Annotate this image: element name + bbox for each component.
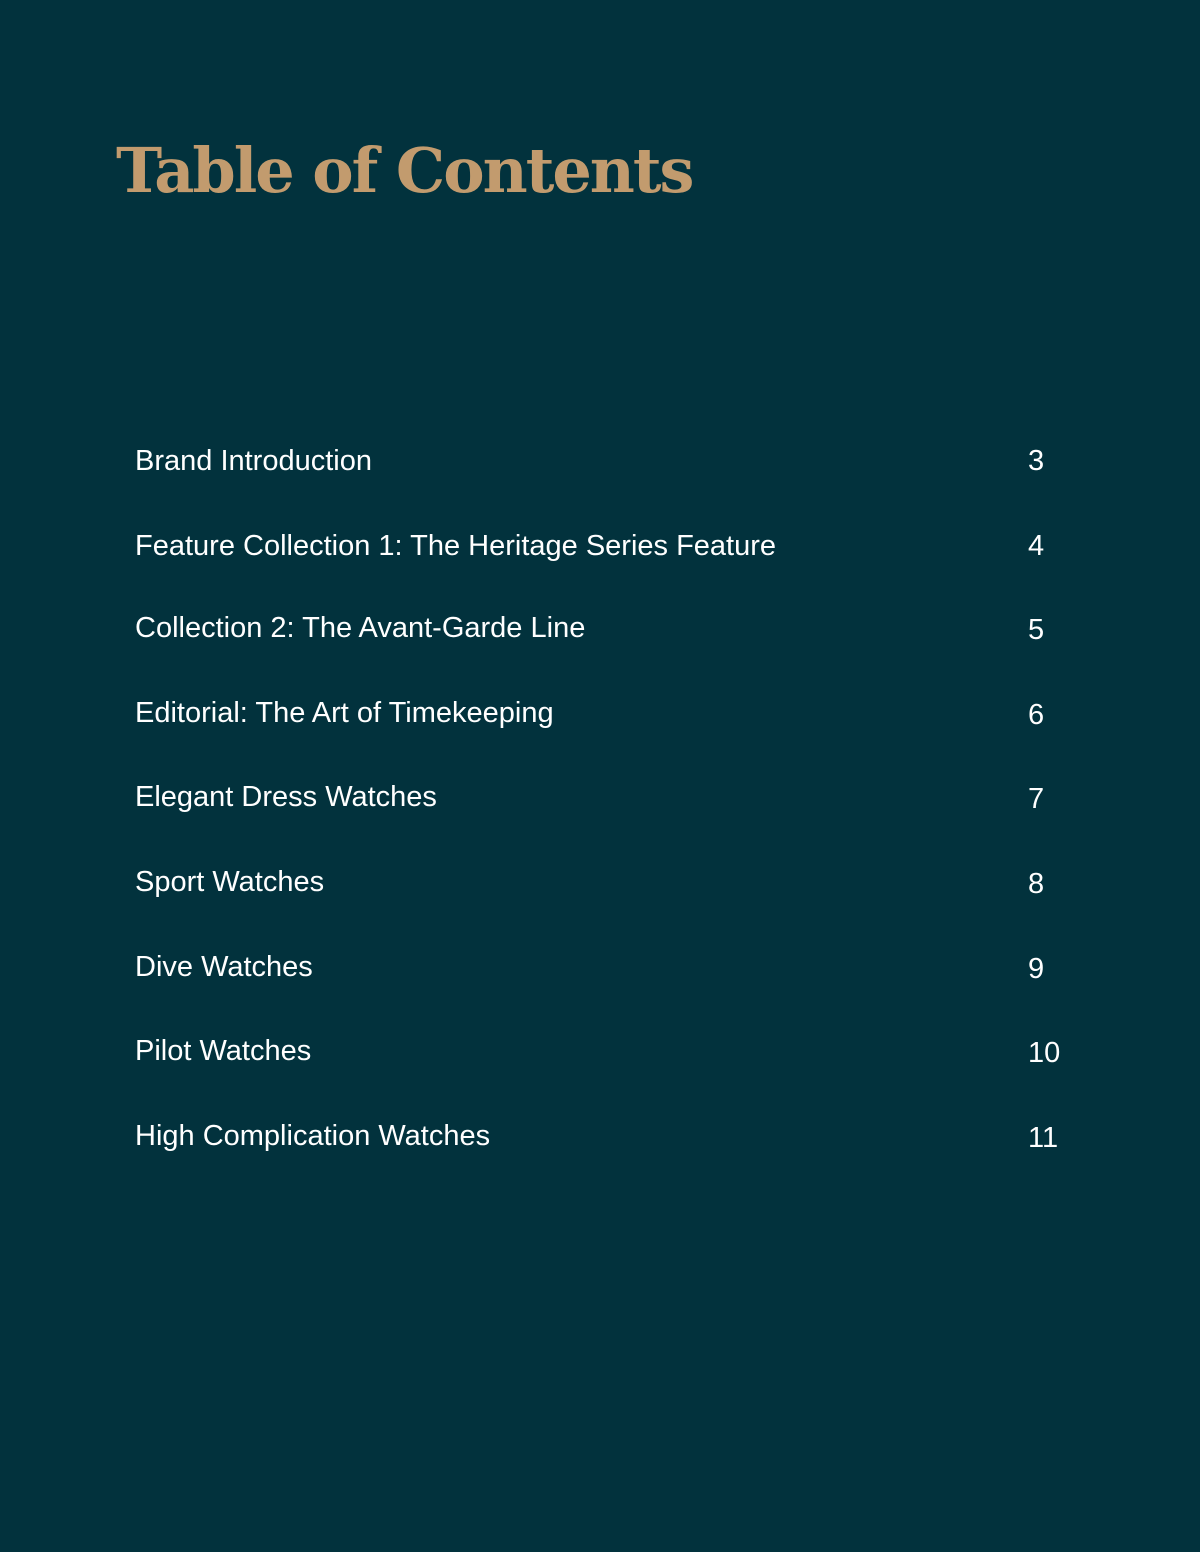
toc-entry-page-number: 5 bbox=[1028, 614, 1045, 646]
toc-entry bbox=[135, 942, 1065, 992]
toc-entry-title: Dive Watches bbox=[135, 951, 313, 983]
toc-entry-title: Feature Collection 1: The Heritage Series Feature bbox=[135, 530, 777, 562]
toc-entry bbox=[135, 436, 1065, 486]
toc-entry-title: Elegant Dress Watches bbox=[135, 781, 437, 813]
toc-entry bbox=[135, 603, 1065, 653]
toc-entry-page-number: 3 bbox=[1028, 445, 1045, 477]
toc-list bbox=[135, 0, 1065, 1552]
page-title: Table of Contents bbox=[116, 134, 693, 207]
toc-entry bbox=[135, 1026, 1065, 1076]
toc-entry-page-number: 9 bbox=[1028, 953, 1045, 985]
toc-entry-page-number: 10 bbox=[1028, 1037, 1061, 1069]
toc-entry-page-number: 11 bbox=[1028, 1122, 1059, 1154]
toc-entry-page-number: 7 bbox=[1028, 783, 1045, 815]
toc-entry-title: Editorial: The Art of Timekeeping bbox=[135, 697, 554, 729]
toc-entry-page-number: 6 bbox=[1028, 699, 1045, 731]
toc-entry bbox=[135, 521, 1065, 571]
toc-entry bbox=[135, 1111, 1065, 1161]
toc-entry-page-number: 8 bbox=[1028, 868, 1045, 900]
toc-entry-title: Brand Introduction bbox=[135, 445, 372, 477]
toc-entry-title: Pilot Watches bbox=[135, 1035, 312, 1067]
toc-entry-title: Sport Watches bbox=[135, 866, 325, 898]
toc-entry-page-number: 4 bbox=[1028, 530, 1045, 562]
toc-entry bbox=[135, 857, 1065, 907]
toc-entry bbox=[135, 772, 1065, 822]
toc-entry-title: Collection 2: The Avant-Garde Line bbox=[135, 612, 586, 644]
toc-entry-title: High Complication Watches bbox=[135, 1120, 491, 1152]
toc-entry bbox=[135, 688, 1065, 738]
